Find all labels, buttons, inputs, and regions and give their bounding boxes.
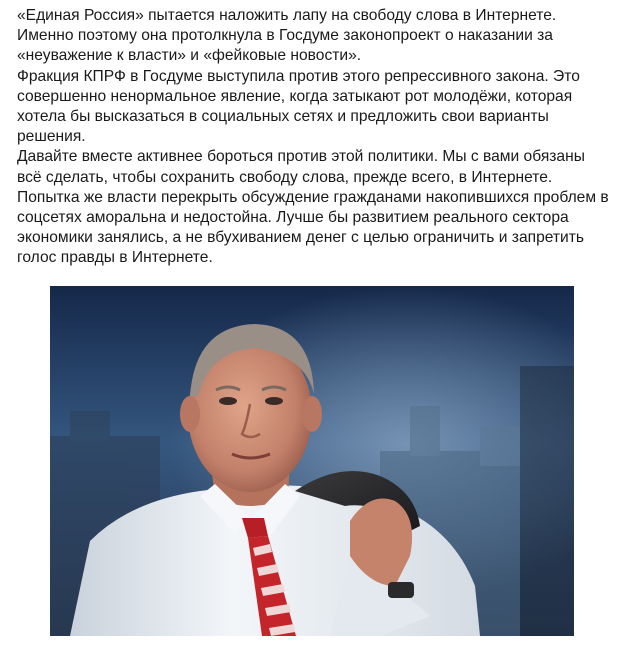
- post-text: [17, 6, 613, 269]
- left-eye: [219, 397, 237, 405]
- wristwatch: [388, 582, 414, 598]
- post-photo[interactable]: [50, 286, 574, 636]
- post-paragraph-2: Фракция КПРФ в Госдуме выступила против этого репрессивного закона. Это совершенно ненормальное явление, когда затыкают рот молодёжи, которая хотела бы высказаться в социальных сетях и предложить свои варианты решения.: [17, 67, 580, 146]
- post-paragraph-1: «Единая Россия» пытается наложить лапу на свободу слова в Интернете. Именно поэтому она протолкнула в Госдуме законопроект о наказании за «неуважение к власти» и «фейковые новости».: [17, 7, 557, 65]
- left-ear: [180, 396, 200, 432]
- post-paragraph-3: Давайте вместе активнее бороться против этой политики. Мы с вами обязаны всё сделать, чтобы сохранить свободу слова, прежде всего, в Интернете. Попытка же власти перекрыть обсуждение гражданами накопившихся проблем в соцсетях аморальна и недостойна. Лучше бы развитием реального сектора экономики занялись, а не вбухиванием денег с целью ограничить и запретить голос правды в Интернете.: [17, 148, 609, 267]
- bottom-strip: [0, 636, 624, 650]
- portrait-image: [50, 286, 574, 636]
- right-eye: [265, 397, 283, 405]
- right-ear: [302, 396, 322, 432]
